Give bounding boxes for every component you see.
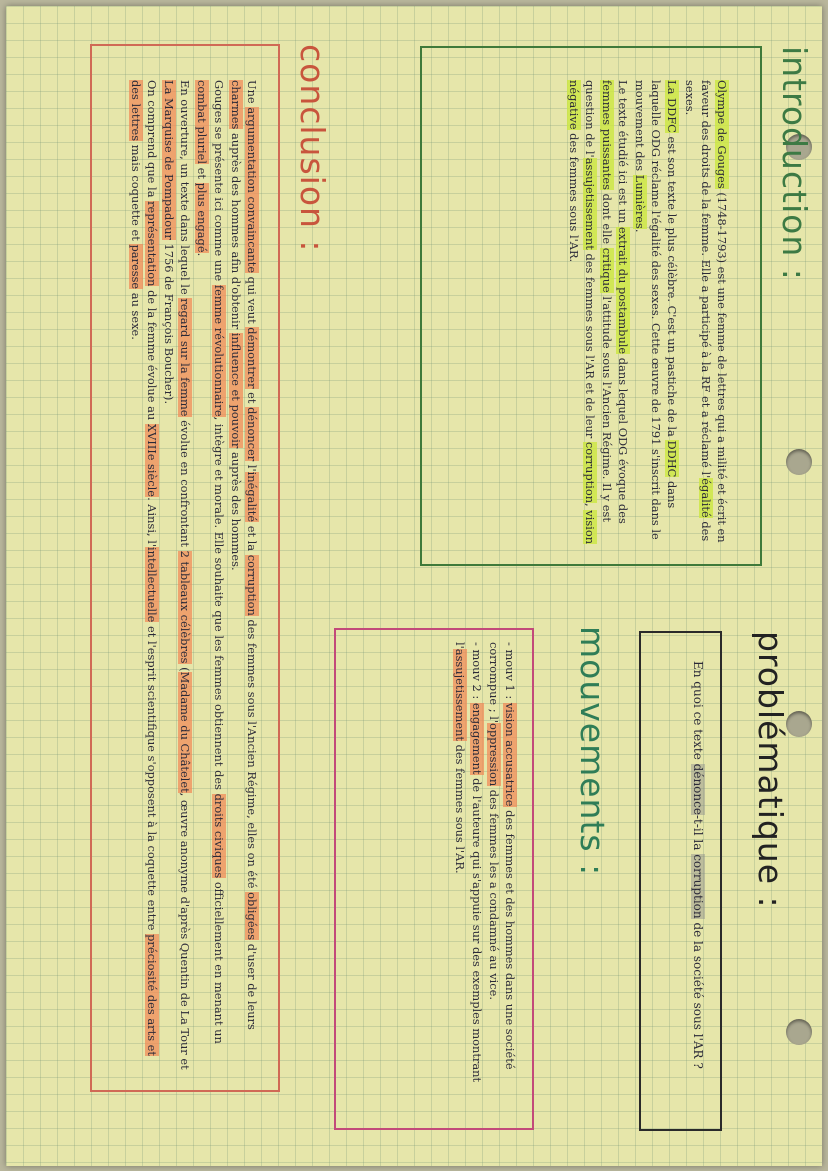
intro-paragraph-1: Olympe de Gouges (1748-1793) est une femme de lettres qui a milité et écrit en faveur des droits de la femme. Elle a participé à la RF et a réclamé l'égalité des sexes. bbox=[682, 80, 729, 543]
mouvements-title: mouvements : bbox=[573, 626, 612, 877]
mouvements-box bbox=[334, 628, 534, 1130]
conclusion-paragraph-1: Une argumentation convaincante qui veut démontrer et dénoncer l'inégalité et la corruption des femmes sous l'Ancien Régime, elles on été obligées d'user de leurs charmes auprès des hommes afin d'obtenir influence et pouvoir auprès des hommes. bbox=[228, 80, 259, 1030]
notebook-page bbox=[6, 6, 822, 1166]
conclusion-paragraph-4: On comprend que la représentation de la femme évolue au XVIIIe siècle. Ainsi, l'intellectuelle et l'esprit scientifique s'opposent à la coquette entre préciosité des arts et des lettres mais coquette et paresse au sexe. bbox=[128, 80, 159, 1056]
mouvement-item-1: - mouv 1 : vision accusatrice des femmes et des hommes dans une société corrompue ; l'oppression des femmes les a condamné au vice. bbox=[486, 642, 517, 1070]
conclusion-paragraph-2: Gouges se présente ici comme une femme révolutionnaire, intègre et morale. Elle souhaite que les femmes obtiennent des droits civiques officiellement en menant un combat pluriel et plus engagé. bbox=[195, 80, 226, 1044]
mouvement-item-2: - mouv 2 : engagement de l'auteure qui s'appuie sur des exemples montrant l'assujetissement des femmes sous l'AR. bbox=[453, 642, 484, 1083]
rotated-notes bbox=[6, 6, 822, 1166]
introduction-box bbox=[420, 46, 762, 566]
conclusion-title: conclusion : bbox=[293, 44, 332, 253]
conclusion-paragraph-3: En ouverture, un texte dans lequel le regard sur la femme évolue en confrontant 2 tableaux célèbres (Madame du Châtelet, œuvre anonyme d'après Quentin de La Tour et La Marquise de Pompadour 1756 de François Boucher). bbox=[161, 80, 193, 1070]
problematique-text: En quoi ce texte dénonce-t-il la corruption de la société sous l'AR ? bbox=[691, 661, 705, 1069]
intro-paragraph-3: Le texte étudié ici est un extrait du postambule dans lequel ODG évoque des femmes puissantes dont elle critique l'attitude sous l'Ancien Régime. Il y est question de l'assujetissement des femmes sous l'AR et de leur corruption, vision négative des femmes sous l'AR. bbox=[567, 80, 630, 545]
problematique-box bbox=[639, 631, 722, 1131]
introduction-title: introduction : bbox=[775, 46, 814, 281]
problematique-title: problématique : bbox=[751, 631, 790, 909]
intro-paragraph-2: La DDFC est son texte le plus célèbre. C'est un pastiche de la DDHC dans laquelle ODG réclame l'égalité des sexes. Cette œuvre de 1791 s'inscrit dans le mouvement des Lumières. bbox=[632, 80, 680, 540]
conclusion-box bbox=[90, 44, 280, 1092]
